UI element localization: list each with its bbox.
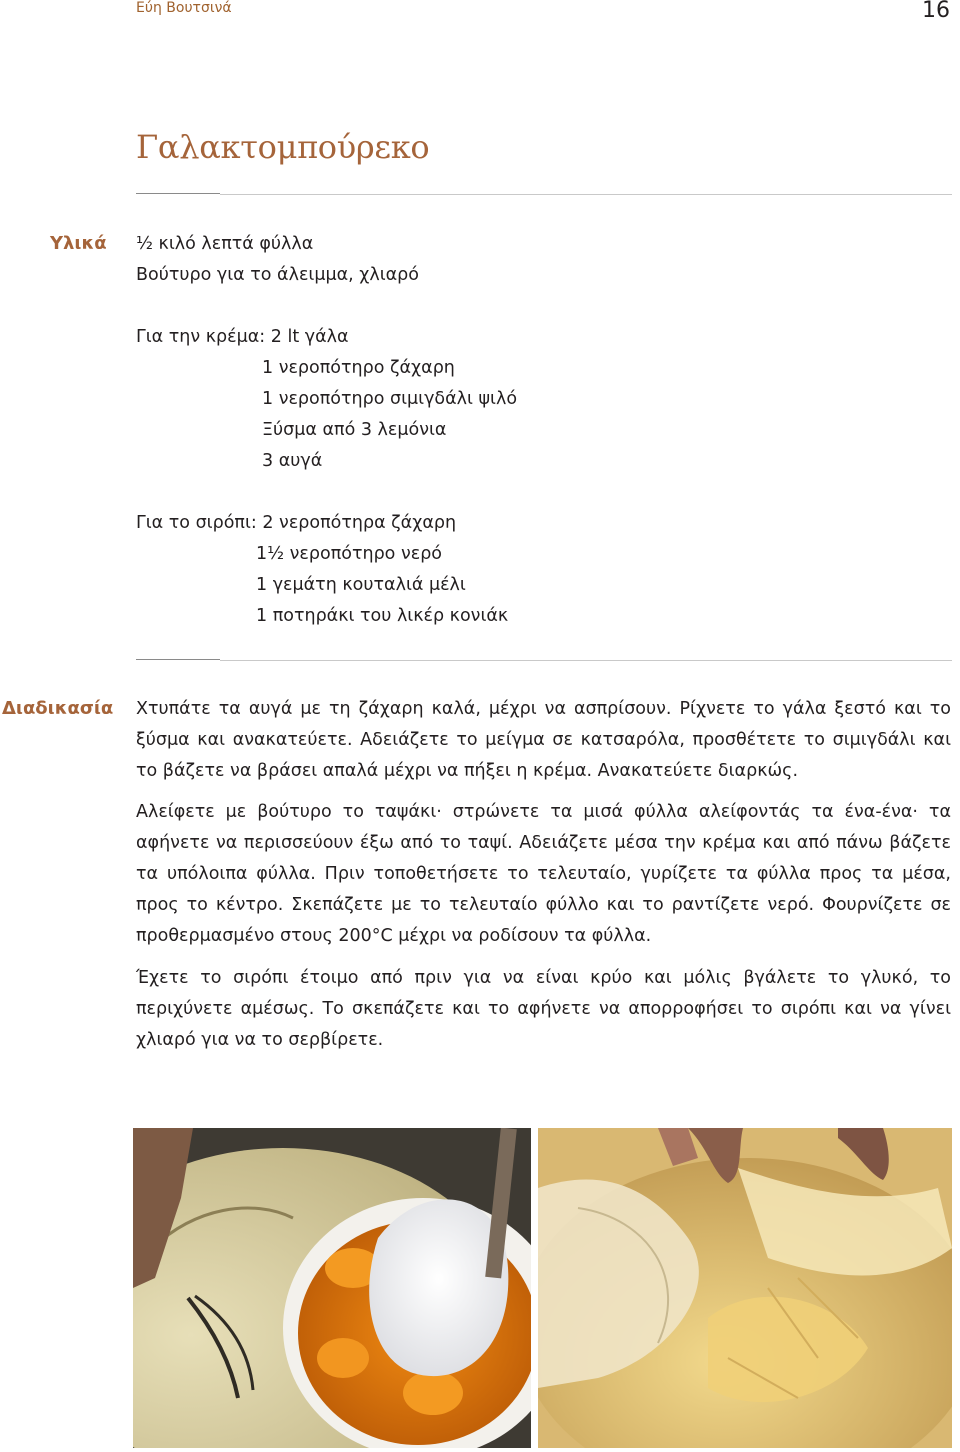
photo-eggs-sugar xyxy=(133,1128,531,1448)
cream-first-line xyxy=(136,322,349,353)
ingredient-item: 1 νεροπότηρο σιμιγδάλι ψιλό xyxy=(262,389,518,409)
method-label: Διαδικασία xyxy=(2,698,114,719)
section-divider xyxy=(220,194,952,195)
ingredient-item: 1 γεμάτη κουταλιά μέλι xyxy=(256,575,466,595)
syrup-heading: Για το σιρόπι: xyxy=(136,513,257,533)
ingredients-label: Υλικά xyxy=(50,233,107,254)
photo-filo-pastry-art xyxy=(538,1128,952,1448)
photo-filo-pastry xyxy=(538,1128,952,1448)
syrup-ingredients xyxy=(136,508,456,539)
cream-heading: Για την κρέμα: xyxy=(136,327,266,347)
ingredient-item: 2 νεροπότηρα ζάχαρη xyxy=(262,513,457,533)
section-divider xyxy=(220,660,952,661)
syrup-items xyxy=(256,539,508,632)
ingredient-item: 3 αυγά xyxy=(262,451,323,471)
photo-eggs-sugar-art xyxy=(133,1128,531,1448)
section-divider-short xyxy=(136,659,220,660)
recipe-title: Γαλακτομπούρεκο xyxy=(136,128,430,166)
ingredient-item: 1 νεροπότηρο ζάχαρη xyxy=(262,358,455,378)
ingredient-item: ½ κιλό λεπτά φύλλα xyxy=(136,234,314,254)
ingredient-item: 1½ νεροπότηρο νερό xyxy=(256,544,443,564)
cream-items xyxy=(262,353,517,477)
ingredient-item: Βούτυρο για το άλειμμα, χλιαρό xyxy=(136,265,419,285)
author-name: Εύη Βουτσινά xyxy=(136,0,232,16)
method-paragraph: Χτυπάτε τα αυγά με τη ζάχαρη καλά, μέχρι να ασπρίσουν. Ρίχνετε το γάλα ξεστό και το ξύσμα και ανακατεύετε. Αδειάζετε το μείγμα σε κατσαρόλα, προσθέτετε το σιμιγδάλι και το βάζετε να βράσει απαλά μέχρι να πήξει η κρέμα. Ανακατεύετε διαρκώς. xyxy=(136,699,951,781)
method-paragraph: Έχετε το σιρόπι έτοιμο από πριν για να είναι κρύο και μόλις βγάλετε το γλυκό, το περιχύνετε αμέσως. Το σκεπάζετε και το αφήνετε να απορροφήσει το σιρόπι και να γίνει χλιαρό για να το σερβίρετε. xyxy=(136,968,951,1050)
cream-ingredients xyxy=(136,322,349,353)
method-paragraph: Αλείφετε με βούτυρο το ταψάκι· στρώνετε τα μισά φύλλα αλείφοντάς τα ένα-ένα· τα αφήνετε να περισσεύουν έξω από το ταψί. Αδειάζετε μέσα την κρέμα και από πάνω βάζετε τα υπόλοιπα φύλλα. Πριν τοποθετήσετε το τελευταίο, γυρίζετε τα φύλλα προς τα μέσα, προς το κέντρο. Σκεπάζετε με το τελευταίο φύλλο και το ραντίζετε νερό. Φουρνίζετε σε προθερμασμένο στους 200°C μέχρι να ροδίσουν τα φύλλα. xyxy=(136,802,951,946)
syrup-first-line xyxy=(136,508,456,539)
page-number: 16 xyxy=(922,0,950,23)
ingredient-item: 2 lt γάλα xyxy=(270,327,349,347)
section-divider-short xyxy=(136,193,220,194)
ingredient-item: 1 ποτηράκι του λικέρ κονιάκ xyxy=(256,606,509,626)
ingredient-item: Ξύσμα από 3 λεμόνια xyxy=(262,420,447,440)
ingredients-list xyxy=(136,229,419,291)
